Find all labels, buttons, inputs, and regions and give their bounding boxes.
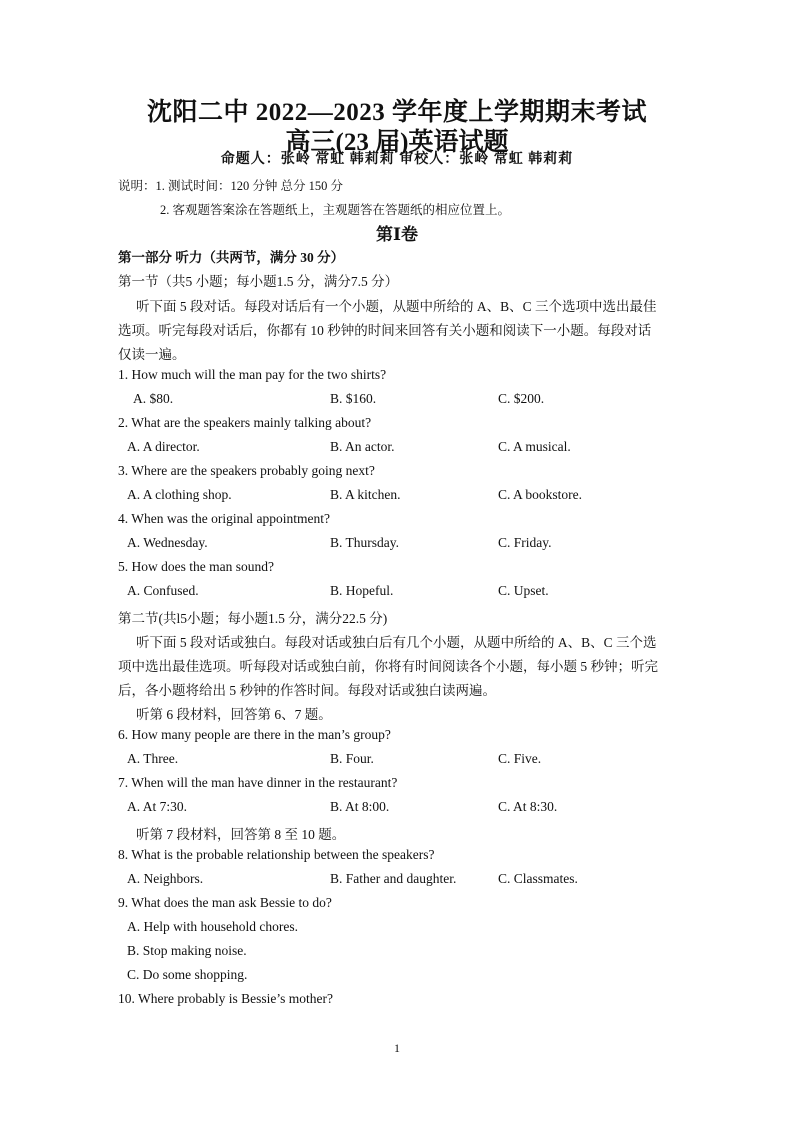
exam-subtitle: 高三(23 届)英语试题 bbox=[285, 129, 509, 156]
question-text: 6. How many people are there in the man’s group? bbox=[118, 727, 391, 742]
option-c: C. A musical. bbox=[498, 439, 571, 454]
option-a: A. Three. bbox=[127, 751, 179, 766]
question-text: 10. Where probably is Bessie’s mother? bbox=[118, 991, 333, 1006]
section2-intro-line-1: 听下面 5 段对话或独白。每段对话或独白后有几个小题，从题中所给的 A、B、C 三个选 bbox=[136, 635, 657, 650]
volume-title: 第Ⅰ卷 bbox=[376, 225, 418, 244]
option-c: C. Five. bbox=[498, 751, 542, 766]
option-c: C. Upset. bbox=[498, 583, 549, 598]
option-a: A. Neighbors. bbox=[127, 871, 204, 886]
option-c: C. Friday. bbox=[498, 535, 552, 550]
exam-title: 沈阳二中 2022—2023 学年度上学期期末考试 bbox=[146, 99, 647, 126]
option-b: B. A kitchen. bbox=[330, 487, 401, 502]
instructions-line-1: 说明：1. 测试时间：120 分钟 总分 150 分 bbox=[118, 179, 344, 193]
section1-intro-line-3: 仅读一遍。 bbox=[118, 347, 186, 362]
option-c: C. Do some shopping. bbox=[127, 967, 248, 982]
question-text: 4. When was the original appointment? bbox=[118, 511, 330, 526]
section2-intro-line-2: 项中选出最佳选项。听每段对话或独白前，你将有时间阅读各个小题，每小题 5 秒钟；听完 bbox=[118, 659, 658, 674]
option-b: B. Four. bbox=[330, 751, 374, 766]
option-b: B. At 8:00. bbox=[330, 799, 390, 814]
question-text: 5. How does the man sound? bbox=[118, 559, 274, 574]
question-text: 7. When will the man have dinner in the restaurant? bbox=[118, 775, 398, 790]
question-text: 9. What does the man ask Bessie to do? bbox=[118, 895, 332, 910]
option-b: B. An actor. bbox=[330, 439, 395, 454]
option-a: A. Wednesday. bbox=[127, 535, 208, 550]
section2-intro-line-3: 后，各小题将给出 5 秒钟的作答时间。每段对话或独白读两遍。 bbox=[118, 683, 496, 698]
question-text: 1. How much will the man pay for the two shirts? bbox=[118, 367, 387, 382]
option-c: C. At 8:30. bbox=[498, 799, 558, 814]
instructions-line-2: 2. 客观题答案涂在答题纸上，主观题答在答题纸的相应位置上。 bbox=[160, 203, 511, 217]
question-text: 2. What are the speakers mainly talking about? bbox=[118, 415, 372, 430]
option-c: C. Classmates. bbox=[498, 871, 578, 886]
section1-intro-line-1: 听下面 5 段对话。每段对话后有一个小题，从题中所给的 A、B、C 三个选项中选出最佳 bbox=[136, 299, 657, 314]
option-b: B. Hopeful. bbox=[330, 583, 394, 598]
listening-note: 听第 6 段材料，回答第 6、7 题。 bbox=[136, 707, 332, 722]
option-a: A. A clothing shop. bbox=[127, 487, 232, 502]
question-text: 3. Where are the speakers probably going next? bbox=[118, 463, 375, 478]
option-b: B. Stop making noise. bbox=[127, 943, 247, 958]
option-a: A. Confused. bbox=[127, 583, 199, 598]
option-c: C. A bookstore. bbox=[498, 487, 583, 502]
section1-intro-line-2: 选项。听完每段对话后，你都有 10 秒钟的时间来回答有关小题和阅读下一小题。每段对话 bbox=[118, 323, 652, 338]
question-text: 8. What is the probable relationship between the speakers? bbox=[118, 847, 435, 862]
page-number: 1 bbox=[394, 1041, 400, 1055]
option-a: A. Help with household chores. bbox=[127, 919, 298, 934]
option-b: B. Thursday. bbox=[330, 535, 399, 550]
authors-line: 命题人：张岭 常虹 韩莉莉 审校人：张岭 常虹 韩莉莉 bbox=[220, 152, 574, 167]
option-a: A. A director. bbox=[127, 439, 200, 454]
option-a: A. $80. bbox=[133, 391, 174, 406]
option-c: C. $200. bbox=[498, 391, 545, 406]
part1-heading: 第一部分 听力（共两节，满分 30 分） bbox=[118, 250, 345, 265]
section2-heading: 第二节(共l5小题；每小题1.5 分，满分22.5 分) bbox=[118, 611, 388, 626]
option-b: B. Father and daughter. bbox=[330, 871, 457, 886]
option-a: A. At 7:30. bbox=[127, 799, 188, 814]
option-b: B. $160. bbox=[330, 391, 377, 406]
listening-note: 听第 7 段材料，回答第 8 至 10 题。 bbox=[136, 827, 346, 842]
section1-heading: 第一节（共5 小题；每小题1.5 分，满分7.5 分） bbox=[118, 274, 399, 289]
